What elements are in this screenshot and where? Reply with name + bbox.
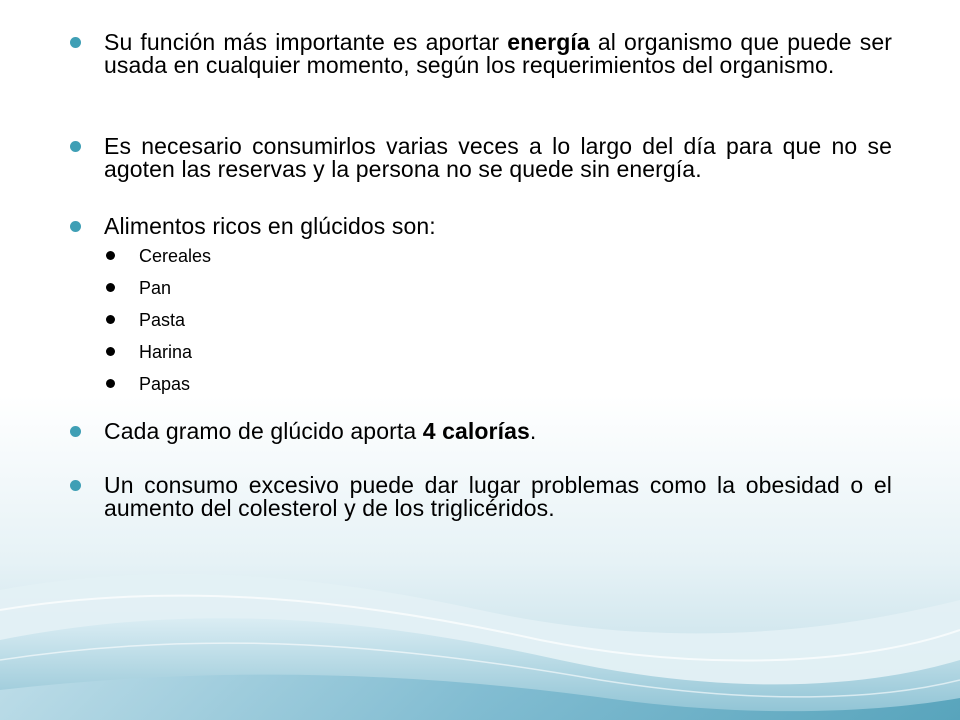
sub-bullet-icon <box>106 315 115 324</box>
bullet-icon <box>70 426 81 437</box>
bullet-item-calories: Cada gramo de glúcido aporta 4 calorías. <box>104 420 892 443</box>
emphasis-energia: energía <box>507 29 590 55</box>
bullet-icon <box>70 221 81 232</box>
bullet-item-energy: Su función más importante es aportar energía al organismo que puede ser usada en cualquier momento, según los requerimientos del organismo. <box>104 31 892 77</box>
sub-item-harina: Harina <box>139 342 192 362</box>
sub-bullet-icon <box>106 251 115 260</box>
sub-item-papas: Papas <box>139 374 190 394</box>
bullet-icon <box>70 37 81 48</box>
bullet-item-excess: Un consumo excesivo puede dar lugar problemas como la obesidad o el aumento del colesterol y de los triglicéridos. <box>104 474 892 520</box>
bullet-item-consumption: Es necesario consumirlos varias veces a lo largo del día para que no se agoten las reservas y la persona no se quede sin energía. <box>104 135 892 181</box>
sub-bullet-icon <box>106 347 115 356</box>
bullet-icon <box>70 141 81 152</box>
bullet-icon <box>70 480 81 491</box>
sub-item-cereales: Cereales <box>139 246 211 266</box>
sub-bullet-icon <box>106 283 115 292</box>
sub-bullet-icon <box>106 379 115 388</box>
sub-item-pasta: Pasta <box>139 310 185 330</box>
bullet-item-foods: Alimentos ricos en glúcidos son: <box>104 215 892 238</box>
sub-item-pan: Pan <box>139 278 171 298</box>
emphasis-4-calorias: 4 calorías <box>422 418 530 444</box>
